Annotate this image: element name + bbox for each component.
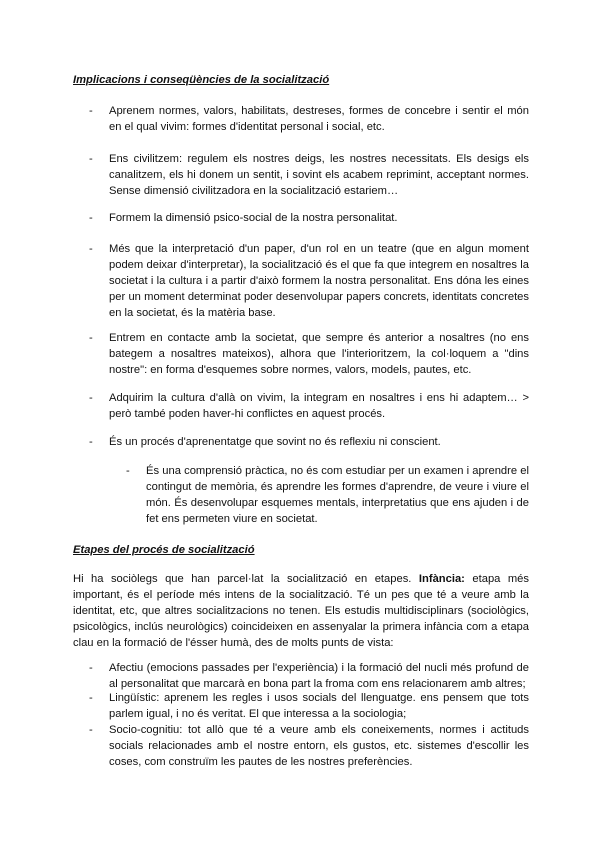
intro-paragraph	[73, 571, 529, 651]
bullet-dash: -	[89, 212, 93, 224]
bullet-dash: -	[89, 153, 93, 165]
bullet-dash: -	[126, 465, 130, 477]
bullet-dash: -	[89, 692, 93, 704]
list-item-text: Adquirim la cultura d'allà on vivim, la integram en nosaltres i ens hi adaptem… > però també poden haver-hi conflictes en aquest procés.	[109, 392, 529, 420]
list-item-text: Entrem en contacte amb la societat, que sempre és anterior a nosaltres (no ens bategem a nosaltres mateixos), alhora que l'interioritzem, la col·loquem a "dins nostre": en forma d'esquemes sobre normes, valors, models, pautes, etc.	[109, 332, 529, 376]
bullet-dash: -	[89, 105, 93, 117]
bullet-dash: -	[89, 436, 93, 448]
list-item-text: Afectiu (emocions passades per l'experiència) i la formació del nucli més profund de al personalitat que marcarà en bona part la froma com ens relacionarem amb altres;	[109, 662, 529, 690]
paragraph-text-start: Hi ha sociòlegs que han parcel·lat la socialització en etapes.	[73, 573, 412, 585]
list-item-text: Més que la interpretació d'un paper, d'un rol en un teatre (que en algun moment podem deixar d'interpretar), la socialització és el que fa que integrem en nosaltres la societat i la cultura i a partir d'això formem la nostra personalitat. Ens dóna les eines per un moment determinat poder desenvolupar papers concrets, identitats concretes en la societat, és la matèria base.	[109, 243, 529, 319]
paragraph-text-rest: etapa més important, és el període més intens de la socialització. Té un pes que té a veure amb la identitat, etc, que altres socialitzacions no tenen. Els estudis multidisciplinars (sociològics, psicològics, inclús neurològics) coincideixen en assenyalar la primera infància com a etapa clau en la formació de l'ésser humà, des de molts punts de vista:	[73, 573, 529, 649]
bullet-dash: -	[89, 724, 93, 736]
list-item-text: Socio-cognitiu: tot allò que té a veure amb els coneixements, normes i actituds socials relacionades amb el nostre entorn, els gustos, etc. sistemes d'escollir les coses, com construïm les pautes de les nostres preferències.	[109, 724, 529, 768]
section-heading-etapes: Etapes del procés de socialització	[73, 544, 255, 556]
list-item-text: Lingüístic: aprenem les regles i usos socials del llenguatge. ens pensem que tots parlem igual, i no és veritat. El que interessa a la sociologia;	[109, 692, 529, 720]
bullet-dash: -	[89, 243, 93, 255]
section-heading-implicacions: Implicacions i conseqüències de la socialització	[73, 74, 330, 86]
paragraph-bold-term: Infància:	[418, 573, 465, 585]
bullet-dash: -	[89, 662, 93, 674]
list-item-text: Ens civilitzem: regulem els nostres deigs, les nostres necessitats. Els desigs els canalitzem, els hi donem un sentit, i sovint els acabem reprimint, acceptant normes. Sense dimensió civilitzadora en la socialització estariem…	[109, 153, 529, 197]
sub-list-item-text: És una comprensió pràctica, no és com estudiar per un examen i aprendre el contingut de memòria, és aprendre les formes d'aprendre, de veure i viure el món. És desenvolupar esquemes mentals, interpretatius que ens ajuden i de fet ens permeten viure en societat.	[146, 465, 529, 525]
bullet-dash: -	[89, 392, 93, 404]
list-item-text: És un procés d'aprenentatge que sovint no és reflexiu ni conscient.	[109, 436, 441, 448]
bullet-dash: -	[89, 332, 93, 344]
list-item-text: Formem la dimensió psico-social de la nostra personalitat.	[109, 212, 398, 224]
list-item-text: Aprenem normes, valors, habilitats, destreses, formes de concebre i sentir el món en el qual vivim: formes d'identitat personal i social, etc.	[109, 105, 529, 133]
